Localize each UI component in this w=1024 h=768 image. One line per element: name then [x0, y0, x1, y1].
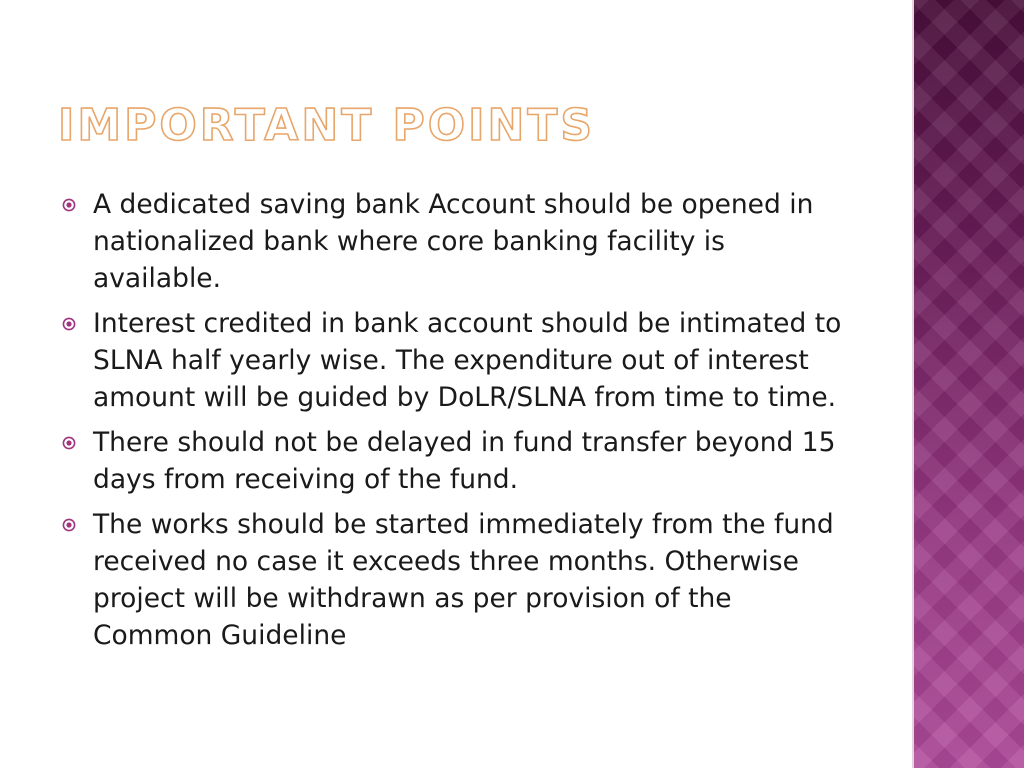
bullet-item: [62, 305, 852, 416]
bullet-text: A dedicated saving bank Account should be opened in nationalized bank where core banking facility is available.: [93, 189, 814, 294]
decorative-side-band: [912, 0, 1024, 768]
bullet-list: [62, 186, 852, 662]
circle-dot-icon: [62, 436, 76, 450]
bullet-item: [62, 424, 852, 498]
bullet-item: [62, 506, 852, 654]
slide-title: IMPORTANT POINTS: [58, 100, 596, 151]
bullet-text: The works should be started immediately from the fund received no case it exceeds three months. Otherwise project will be withdrawn as per provision of the Common Guideline: [93, 509, 834, 651]
bullet-item: [62, 186, 852, 297]
bullet-text: There should not be delayed in fund transfer beyond 15 days from receiving of the fund.: [93, 427, 836, 495]
circle-dot-icon: [62, 198, 76, 212]
circle-dot-icon: [62, 518, 76, 532]
bullet-text: Interest credited in bank account should be intimated to SLNA half yearly wise. The expenditure out of interest amount will be guided by DoLR/SLNA from time to time.: [93, 308, 842, 413]
circle-dot-icon: [62, 317, 76, 331]
